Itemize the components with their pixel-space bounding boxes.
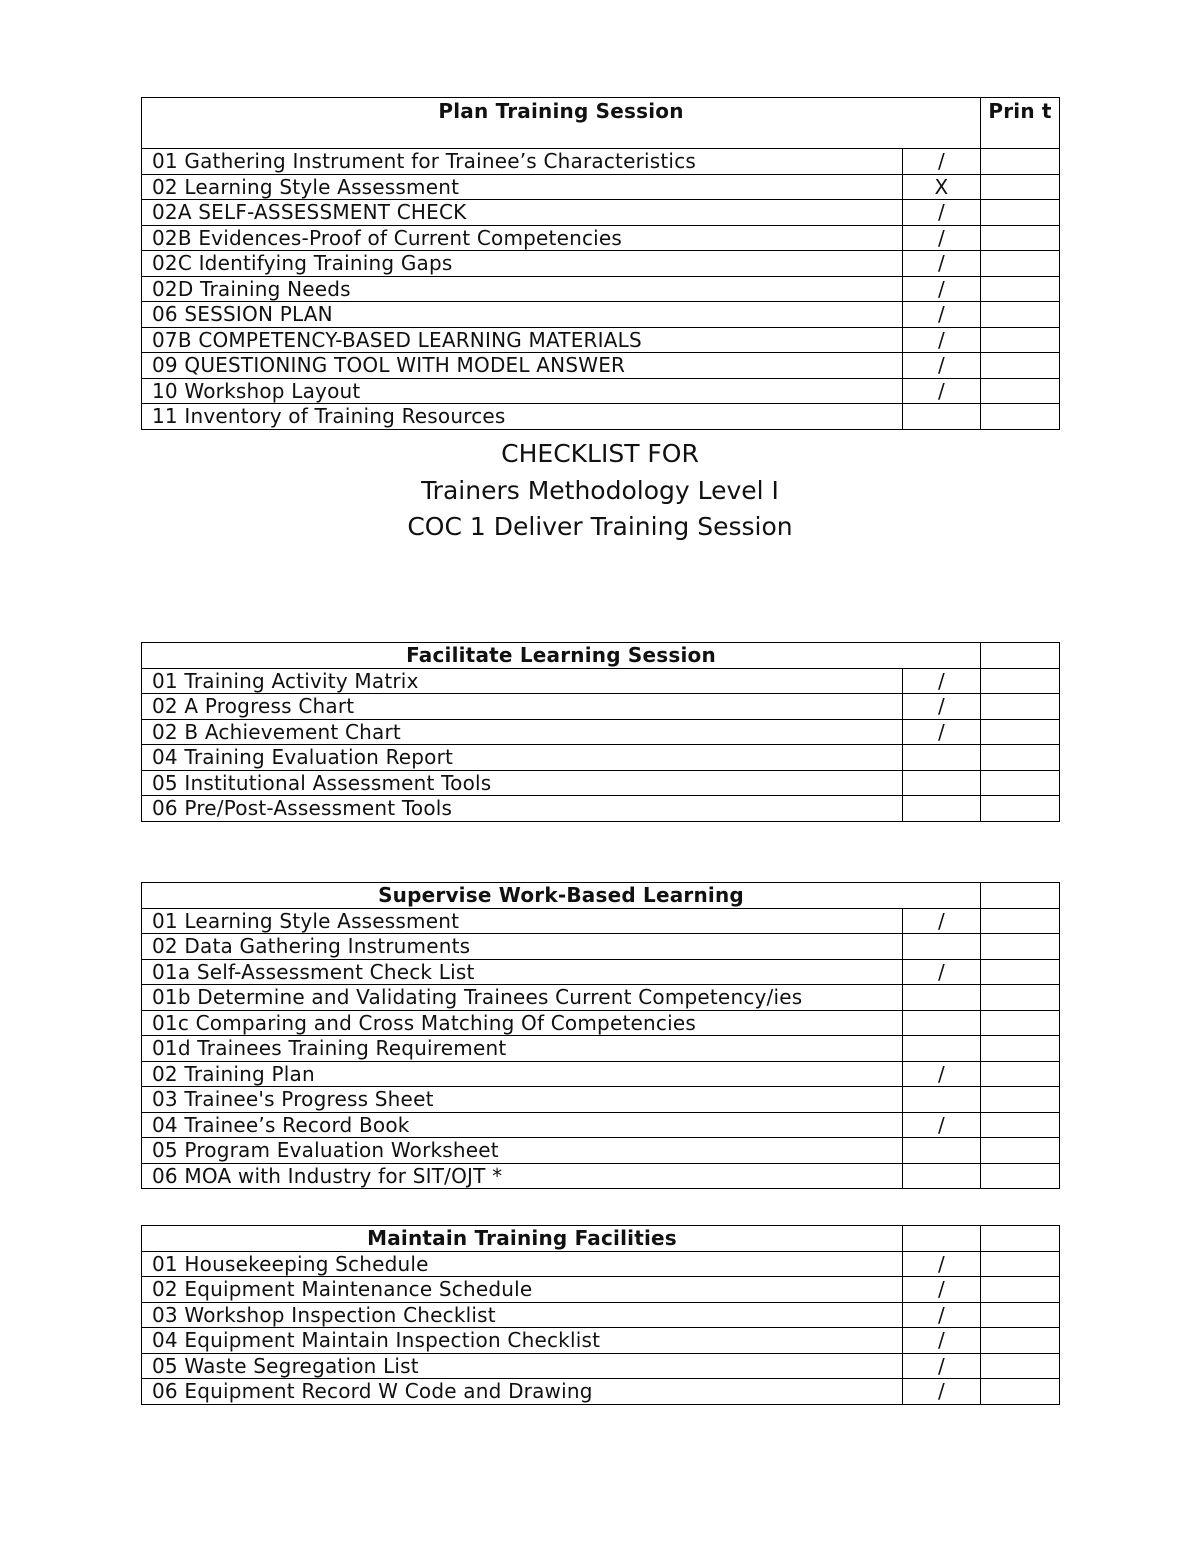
checklist-mark bbox=[903, 934, 981, 960]
checklist-item: 02 B Achievement Chart bbox=[142, 719, 903, 745]
checklist-mark: / bbox=[903, 719, 981, 745]
plan-table-heading: Plan Training Session bbox=[142, 98, 981, 149]
checklist-mark: / bbox=[903, 1379, 981, 1405]
table-header-row bbox=[142, 883, 1060, 909]
print-cell bbox=[981, 934, 1060, 960]
print-cell bbox=[981, 1379, 1060, 1405]
checklist-item: 02B Evidences-Proof of Current Competencies bbox=[142, 225, 903, 251]
print-cell bbox=[981, 1251, 1060, 1277]
checklist-mark bbox=[903, 796, 981, 822]
table-row bbox=[142, 908, 1060, 934]
checklist-item: 04 Equipment Maintain Inspection Checklist bbox=[142, 1328, 903, 1354]
table-header-row bbox=[142, 98, 1060, 149]
document-title-block bbox=[0, 436, 1200, 546]
table-row bbox=[142, 1302, 1060, 1328]
print-cell bbox=[981, 719, 1060, 745]
print-column-heading: Prin t bbox=[981, 98, 1060, 149]
print-cell bbox=[981, 1010, 1060, 1036]
table-row bbox=[142, 770, 1060, 796]
table-row bbox=[142, 174, 1060, 200]
checklist-mark: / bbox=[903, 276, 981, 302]
checklist-mark: / bbox=[903, 378, 981, 404]
table-row bbox=[142, 985, 1060, 1011]
supervise-table-heading: Supervise Work-Based Learning bbox=[142, 883, 981, 909]
print-cell bbox=[981, 1087, 1060, 1113]
checklist-item: 02C Identifying Training Gaps bbox=[142, 251, 903, 277]
checklist-mark: / bbox=[903, 1328, 981, 1354]
checklist-item: 11 Inventory of Training Resources bbox=[142, 404, 903, 430]
print-cell bbox=[981, 1328, 1060, 1354]
title-line-2: Trainers Methodology Level I bbox=[421, 475, 779, 505]
table-row bbox=[142, 1353, 1060, 1379]
print-cell bbox=[981, 327, 1060, 353]
table-row bbox=[142, 1379, 1060, 1405]
facilitate-table-heading: Facilitate Learning Session bbox=[142, 643, 981, 669]
checklist-item: 01 Gathering Instrument for Trainee’s Characteristics bbox=[142, 149, 903, 175]
checklist-item: 01b Determine and Validating Trainees Current Competency/ies bbox=[142, 985, 903, 1011]
checklist-mark bbox=[903, 770, 981, 796]
table-row bbox=[142, 1138, 1060, 1164]
table-row bbox=[142, 694, 1060, 720]
table-row bbox=[142, 1328, 1060, 1354]
print-cell bbox=[981, 1353, 1060, 1379]
checklist-mark: / bbox=[903, 327, 981, 353]
table-row bbox=[142, 200, 1060, 226]
print-cell bbox=[981, 251, 1060, 277]
print-cell bbox=[981, 796, 1060, 822]
checklist-mark: / bbox=[903, 353, 981, 379]
table-row bbox=[142, 251, 1060, 277]
checklist-item: 02 Training Plan bbox=[142, 1061, 903, 1087]
print-cell bbox=[981, 643, 1060, 669]
checklist-item: 07B COMPETENCY-BASED LEARNING MATERIALS bbox=[142, 327, 903, 353]
table-row bbox=[142, 404, 1060, 430]
checklist-item: 02 Data Gathering Instruments bbox=[142, 934, 903, 960]
checklist-mark: / bbox=[903, 1061, 981, 1087]
supervise-table-body bbox=[142, 883, 1060, 1189]
checklist-mark: / bbox=[903, 694, 981, 720]
checklist-item: 06 Pre/Post-Assessment Tools bbox=[142, 796, 903, 822]
print-cell bbox=[981, 174, 1060, 200]
checklist-item: 04 Trainee’s Record Book bbox=[142, 1112, 903, 1138]
checklist-mark: / bbox=[903, 200, 981, 226]
print-cell bbox=[981, 959, 1060, 985]
table-row bbox=[142, 1112, 1060, 1138]
table-row bbox=[142, 225, 1060, 251]
checklist-item: 06 Equipment Record W Code and Drawing bbox=[142, 1379, 903, 1405]
checklist-item: 02 Learning Style Assessment bbox=[142, 174, 903, 200]
checklist-mark: / bbox=[903, 1251, 981, 1277]
print-cell bbox=[981, 200, 1060, 226]
print-cell bbox=[981, 353, 1060, 379]
print-cell bbox=[981, 908, 1060, 934]
checklist-item: 02 A Progress Chart bbox=[142, 694, 903, 720]
checklist-item: 06 SESSION PLAN bbox=[142, 302, 903, 328]
table-row bbox=[142, 1277, 1060, 1303]
table-row bbox=[142, 149, 1060, 175]
checklist-item: 01d Trainees Training Requirement bbox=[142, 1036, 903, 1062]
table-header-row bbox=[142, 643, 1060, 669]
table-row bbox=[142, 719, 1060, 745]
checklist-mark: / bbox=[903, 251, 981, 277]
print-cell bbox=[981, 668, 1060, 694]
table-row bbox=[142, 796, 1060, 822]
checklist-item: 01a Self-Assessment Check List bbox=[142, 959, 903, 985]
maintain-training-facilities-table bbox=[141, 1225, 1060, 1405]
print-cell bbox=[981, 404, 1060, 430]
checklist-item: 06 MOA with Industry for SIT/OJT * bbox=[142, 1163, 903, 1189]
table-row bbox=[142, 276, 1060, 302]
checklist-mark: / bbox=[903, 149, 981, 175]
checklist-item: 02A SELF-ASSESSMENT CHECK bbox=[142, 200, 903, 226]
checklist-mark bbox=[903, 1010, 981, 1036]
table-row bbox=[142, 1061, 1060, 1087]
checklist-mark bbox=[903, 1087, 981, 1113]
print-cell bbox=[981, 694, 1060, 720]
checklist-item: 09 QUESTIONING TOOL WITH MODEL ANSWER bbox=[142, 353, 903, 379]
checklist-item: 01c Comparing and Cross Matching Of Competencies bbox=[142, 1010, 903, 1036]
print-cell bbox=[981, 378, 1060, 404]
table-row bbox=[142, 668, 1060, 694]
facilitate-table-body bbox=[142, 643, 1060, 822]
table-row bbox=[142, 1163, 1060, 1189]
checklist-mark: / bbox=[903, 1353, 981, 1379]
checklist-mark: / bbox=[903, 1277, 981, 1303]
table-row bbox=[142, 1251, 1060, 1277]
table-row bbox=[142, 378, 1060, 404]
print-cell bbox=[981, 1112, 1060, 1138]
table-row bbox=[142, 302, 1060, 328]
checklist-mark bbox=[903, 404, 981, 430]
checklist-item: 05 Program Evaluation Worksheet bbox=[142, 1138, 903, 1164]
print-cell bbox=[981, 1138, 1060, 1164]
print-cell bbox=[981, 149, 1060, 175]
checklist-mark: / bbox=[903, 668, 981, 694]
table-header-row bbox=[142, 1226, 1060, 1252]
plan-table-body bbox=[142, 98, 1060, 430]
checklist-item: 02 Equipment Maintenance Schedule bbox=[142, 1277, 903, 1303]
title-line-1: CHECKLIST FOR bbox=[501, 439, 699, 468]
checklist-mark: / bbox=[903, 1302, 981, 1328]
checklist-item: 10 Workshop Layout bbox=[142, 378, 903, 404]
checklist-item: 03 Workshop Inspection Checklist bbox=[142, 1302, 903, 1328]
checklist-item: 05 Waste Segregation List bbox=[142, 1353, 903, 1379]
checklist-mark: / bbox=[903, 225, 981, 251]
plan-training-session-table bbox=[141, 97, 1060, 430]
checklist-mark: / bbox=[903, 908, 981, 934]
checklist-mark: / bbox=[903, 959, 981, 985]
facilitate-learning-session-table bbox=[141, 642, 1060, 822]
print-cell bbox=[981, 1036, 1060, 1062]
mark-cell bbox=[903, 1226, 981, 1252]
checklist-mark: / bbox=[903, 1112, 981, 1138]
checklist-item: 01 Learning Style Assessment bbox=[142, 908, 903, 934]
table-row bbox=[142, 959, 1060, 985]
checklist-item: 05 Institutional Assessment Tools bbox=[142, 770, 903, 796]
print-cell bbox=[981, 225, 1060, 251]
print-cell bbox=[981, 1226, 1060, 1252]
print-cell bbox=[981, 302, 1060, 328]
table-row bbox=[142, 327, 1060, 353]
checklist-item: 01 Training Activity Matrix bbox=[142, 668, 903, 694]
checklist-mark bbox=[903, 985, 981, 1011]
table-row bbox=[142, 1010, 1060, 1036]
print-cell bbox=[981, 276, 1060, 302]
print-cell bbox=[981, 1061, 1060, 1087]
print-cell bbox=[981, 883, 1060, 909]
checklist-item: 03 Trainee's Progress Sheet bbox=[142, 1087, 903, 1113]
maintain-table-heading: Maintain Training Facilities bbox=[142, 1226, 903, 1252]
checklist-item: 02D Training Needs bbox=[142, 276, 903, 302]
checklist-item: 01 Housekeeping Schedule bbox=[142, 1251, 903, 1277]
checklist-mark bbox=[903, 745, 981, 771]
checklist-item: 04 Training Evaluation Report bbox=[142, 745, 903, 771]
maintain-table-body bbox=[142, 1226, 1060, 1405]
print-cell bbox=[981, 745, 1060, 771]
table-row bbox=[142, 934, 1060, 960]
print-cell bbox=[981, 1163, 1060, 1189]
print-cell bbox=[981, 1277, 1060, 1303]
checklist-mark bbox=[903, 1036, 981, 1062]
checklist-mark bbox=[903, 1163, 981, 1189]
title-line-3: COC 1 Deliver Training Session bbox=[407, 512, 793, 541]
table-row bbox=[142, 353, 1060, 379]
checklist-mark: X bbox=[903, 174, 981, 200]
print-cell bbox=[981, 770, 1060, 796]
print-cell bbox=[981, 985, 1060, 1011]
checklist-mark bbox=[903, 1138, 981, 1164]
table-row bbox=[142, 745, 1060, 771]
table-row bbox=[142, 1087, 1060, 1113]
checklist-mark: / bbox=[903, 302, 981, 328]
print-cell bbox=[981, 1302, 1060, 1328]
table-row bbox=[142, 1036, 1060, 1062]
supervise-work-based-learning-table bbox=[141, 882, 1060, 1189]
